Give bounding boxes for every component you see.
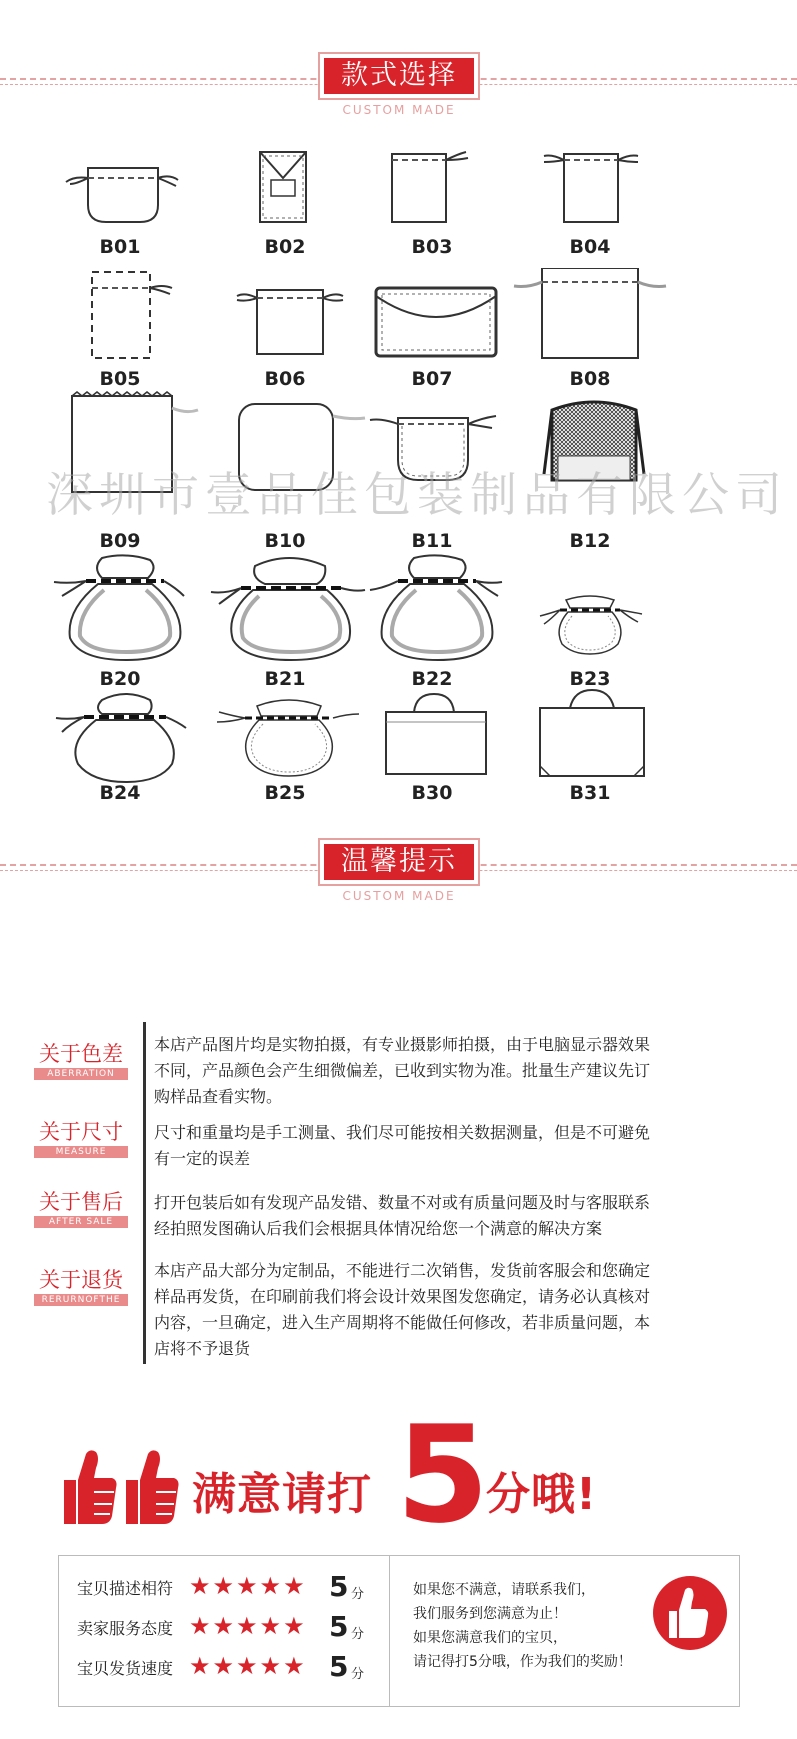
tip-label bbox=[34, 1118, 128, 1158]
drawstring-pouch-icon bbox=[205, 268, 365, 363]
rating-label: 卖家服务态度 bbox=[77, 1619, 174, 1638]
tip-label-en: MEASURE bbox=[34, 1146, 128, 1158]
tip-line: 本店产品图片均是实物拍摄，有专业摄影师拍摄，由于电脑显示器效果 bbox=[154, 1035, 651, 1054]
tip-label-cn: 关于退货 bbox=[39, 1268, 123, 1292]
drawstring-pouch-icon bbox=[510, 268, 690, 363]
rating-row bbox=[59, 1570, 379, 1606]
rating-unit: 分 bbox=[351, 1627, 365, 1642]
tip-line: 店将不予退货 bbox=[154, 1339, 251, 1358]
style-item-b24[interactable] bbox=[40, 688, 200, 804]
tip-label-cn: 关于色差 bbox=[39, 1042, 123, 1066]
style-item-b31[interactable] bbox=[510, 688, 670, 804]
style-code: B25 bbox=[264, 782, 306, 804]
style-code: B10 bbox=[264, 530, 306, 552]
message-line: 如果您不满意，请联系我们， bbox=[413, 1582, 595, 1598]
rating-message bbox=[413, 1578, 643, 1674]
style-catalog bbox=[40, 150, 760, 900]
section-title: 款式选择 bbox=[324, 58, 474, 94]
tip-label bbox=[34, 1266, 128, 1306]
drawstring-pouch-icon bbox=[40, 150, 200, 245]
small-pouch-icon bbox=[205, 688, 375, 784]
tip-line: 购样品查看实物。 bbox=[154, 1087, 283, 1106]
style-code: B11 bbox=[411, 530, 453, 552]
style-code: B24 bbox=[99, 782, 141, 804]
tip-label bbox=[34, 1188, 128, 1228]
style-item-b23[interactable] bbox=[510, 554, 670, 690]
thumbs-up-icon bbox=[60, 1448, 120, 1528]
tip-label bbox=[34, 1040, 128, 1080]
star-rating-icon: ★★★★★ bbox=[189, 1572, 307, 1600]
tip-label-cn: 关于售后 bbox=[39, 1190, 123, 1214]
thumbs-up-icon bbox=[122, 1448, 182, 1528]
banner-big-five: 5 bbox=[396, 1397, 490, 1553]
style-code: B06 bbox=[264, 368, 306, 390]
drawstring-pouch-icon bbox=[510, 150, 670, 245]
style-code: B01 bbox=[99, 236, 141, 258]
style-code: B08 bbox=[569, 368, 611, 390]
style-code: B20 bbox=[99, 668, 141, 690]
company-watermark: 深圳市壹品佳包装制品有限公司 bbox=[46, 468, 788, 523]
style-item-b05[interactable] bbox=[40, 268, 200, 390]
section-header-tips bbox=[0, 846, 797, 926]
style-item-b21[interactable] bbox=[205, 554, 365, 690]
tip-line: 经拍照发图确认后我们会根据具体情况给您一个满意的解决方案 bbox=[154, 1219, 603, 1238]
tip-label-en: AFTER SALE bbox=[34, 1216, 128, 1228]
envelope-pouch-icon bbox=[352, 268, 512, 363]
section-title-box bbox=[318, 52, 480, 100]
section-title: 温馨提示 bbox=[324, 844, 474, 880]
style-code: B31 bbox=[569, 782, 611, 804]
gourd-pouch-icon bbox=[40, 554, 210, 666]
banner-text-right: 分哦! bbox=[486, 1469, 598, 1520]
tip-line: 本店产品大部分为定制品，不能进行二次销售，发货前客服会和您确定 bbox=[154, 1261, 651, 1280]
tip-label-en: ABERRATION bbox=[34, 1068, 128, 1080]
style-code: B05 bbox=[99, 368, 141, 390]
style-item-b03[interactable] bbox=[352, 150, 512, 258]
rating-score: 5 bbox=[329, 1570, 349, 1603]
rating-label: 宝贝描述相符 bbox=[77, 1579, 174, 1598]
style-code: B04 bbox=[569, 236, 611, 258]
tip-label-en: RERURNOFTHE bbox=[34, 1294, 128, 1306]
tip-text bbox=[154, 1120, 754, 1172]
style-item-b06[interactable] bbox=[205, 268, 365, 390]
rating-row bbox=[59, 1650, 379, 1686]
message-line: 我们服务到您满意为止！ bbox=[413, 1606, 567, 1622]
tip-line: 不同，产品颜色会产生细微偏差，已收到实物为准。批量生产建议先订 bbox=[154, 1061, 651, 1080]
section-subtitle: CUSTOM MADE bbox=[342, 103, 456, 117]
section-header-styles bbox=[0, 60, 797, 140]
rating-row bbox=[59, 1610, 379, 1646]
style-item-b02[interactable] bbox=[205, 150, 365, 258]
style-item-b04[interactable] bbox=[510, 150, 670, 258]
style-code: B21 bbox=[264, 668, 306, 690]
tip-line: 内容，一旦确定，进入生产周期将不能做任何修改，若非质量问题，本 bbox=[154, 1313, 651, 1332]
style-item-b07[interactable] bbox=[352, 268, 512, 390]
star-rating-icon: ★★★★★ bbox=[189, 1652, 307, 1680]
tip-text bbox=[154, 1258, 754, 1362]
gourd-pouch-icon bbox=[40, 688, 210, 784]
style-code: B07 bbox=[411, 368, 453, 390]
style-item-b30[interactable] bbox=[352, 688, 512, 804]
style-code: B02 bbox=[264, 236, 306, 258]
style-item-b25[interactable] bbox=[205, 688, 365, 804]
style-item-b22[interactable] bbox=[352, 554, 512, 690]
tip-line: 尺寸和重量均是手工测量、我们尽可能按相关数据测量，但是不可避免 bbox=[154, 1123, 651, 1142]
drawstring-pouch-icon bbox=[40, 268, 200, 363]
style-item-b08[interactable] bbox=[510, 268, 670, 390]
style-code: B23 bbox=[569, 668, 611, 690]
tips-divider-line bbox=[143, 1022, 146, 1364]
tip-label-cn: 关于尺寸 bbox=[39, 1120, 123, 1144]
thumbs-up-badge-icon bbox=[651, 1574, 729, 1652]
satisfaction-banner bbox=[60, 1397, 740, 1553]
message-line: 如果您满意我们的宝贝， bbox=[413, 1630, 567, 1646]
style-code: B30 bbox=[411, 782, 453, 804]
rating-score: 5 bbox=[329, 1650, 349, 1683]
tip-text bbox=[154, 1032, 754, 1110]
rating-score: 5 bbox=[329, 1610, 349, 1643]
gourd-pouch-icon bbox=[205, 554, 375, 666]
rating-panel bbox=[58, 1555, 740, 1707]
style-code: B12 bbox=[569, 530, 611, 552]
tote-bag-icon bbox=[510, 688, 680, 784]
rating-unit: 分 bbox=[351, 1587, 365, 1602]
banner-text-left: 满意请打 bbox=[192, 1469, 372, 1520]
tote-bag-icon bbox=[352, 688, 522, 784]
style-code: B09 bbox=[99, 530, 141, 552]
drawstring-pouch-icon bbox=[352, 150, 512, 245]
rating-label: 宝贝发货速度 bbox=[77, 1659, 174, 1678]
window-pouch-icon bbox=[205, 150, 365, 245]
message-line: 请记得打5分哦，作为我们的奖励！ bbox=[413, 1654, 632, 1670]
small-pouch-icon bbox=[510, 554, 680, 666]
rating-unit: 分 bbox=[351, 1667, 365, 1682]
section-subtitle: CUSTOM MADE bbox=[342, 889, 456, 903]
star-rating-icon: ★★★★★ bbox=[189, 1612, 307, 1640]
gourd-pouch-icon bbox=[352, 554, 522, 666]
tip-line: 样品再发货，在印刷前我们将会设计效果图发您确定，请务必认真核对 bbox=[154, 1287, 651, 1306]
tip-text bbox=[154, 1190, 754, 1242]
section-title-box bbox=[318, 838, 480, 886]
tip-line: 打开包装后如有发现产品发错、数量不对或有质量问题及时与客服联系 bbox=[154, 1193, 651, 1212]
rating-divider bbox=[389, 1556, 390, 1706]
style-item-b01[interactable] bbox=[40, 150, 200, 258]
style-item-b20[interactable] bbox=[40, 554, 200, 690]
tip-line: 有一定的误差 bbox=[154, 1149, 251, 1168]
style-code: B03 bbox=[411, 236, 453, 258]
style-code: B22 bbox=[411, 668, 453, 690]
